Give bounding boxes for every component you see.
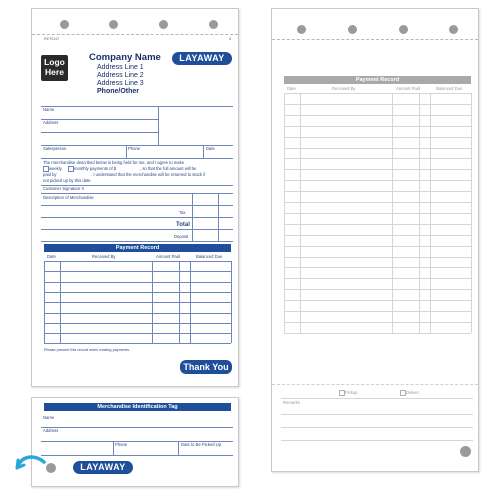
payment-record-header [44,244,231,252]
grid-row-rule [284,148,471,149]
date-label: Date [206,146,215,151]
rule [41,193,233,194]
grid-row-rule [284,93,471,94]
tag-title: Merchandise Identification Tag [97,404,178,410]
deliver-label: Deliver [406,390,420,395]
col-date: Date [47,254,56,259]
rule [41,158,233,159]
grid-column-rule [419,93,420,333]
layaway-form-front [31,8,239,387]
address-label: Address [43,120,59,125]
description-label: Description of Merchandise [43,195,94,200]
back-col-amount-paid: Amount Paid [396,86,420,91]
grid-row-rule [44,302,231,303]
grid-column-rule [60,261,61,343]
grid-column-rule [44,261,45,343]
tag-phone-label: Phone [115,442,128,447]
grid-row-rule [44,292,231,293]
grid-row-rule [44,261,231,262]
address-line: Address Line 3 [97,80,144,87]
grid-row-rule [284,191,471,192]
rule [41,241,233,242]
grid-row-rule [284,300,471,301]
tax-label: Tax [179,210,186,215]
layaway-form-back [271,8,479,472]
grid-row-rule [284,267,471,268]
grid-column-rule [284,93,285,333]
grid-row-rule [284,322,471,323]
back-payment-record-title: Payment Record [355,77,400,83]
agreement-line-2: , so that the full amount will be [140,166,197,171]
back-tag-hole [460,446,471,457]
col-balanced-due: Balanced Due [196,254,223,259]
tag-pickup-label: Date to Be Picked Up [181,442,222,447]
grid-row-rule [284,333,471,334]
grid-row-rule [284,246,471,247]
monthly-label: monthly payments of $ [74,166,117,171]
grid-row-rule [284,278,471,279]
grid-column-rule [190,261,191,343]
logo-text: Logo Here [44,57,65,77]
punch-hole [209,20,218,29]
phone-label: Phone [128,146,141,151]
agreement-line-3a: paid by [43,172,57,177]
grid-row-rule [284,104,471,105]
rule [281,427,473,428]
rule [281,398,473,399]
back-col-received-by: Received By [332,86,356,91]
address-line: Address Line 1 [97,64,144,71]
rule [158,106,159,145]
name-label: Name [43,107,55,112]
weekly-label: weekly [49,166,62,171]
form-code: RET0147 [44,37,60,41]
grid-row-rule [44,333,231,334]
merchandise-tag [31,397,239,487]
rule [281,414,473,415]
company-name: Company Name [89,52,161,63]
corner-mark: ß [229,37,232,41]
tag-layaway-badge: LAYAWAY [73,461,133,474]
rule [41,217,233,218]
punch-hole [159,20,168,29]
grid-row-rule [44,323,231,324]
salesperson-label: Salesperson [43,146,67,151]
perforation [32,34,238,35]
grid-row-rule [44,282,231,283]
grid-row-rule [44,313,231,314]
remarks-label: Remarks [283,400,300,405]
back-payment-record-header [284,76,471,84]
rule [41,455,233,456]
grid-row-rule [44,271,231,272]
payment-note: Please present this record when making payments. [44,348,131,352]
rule [41,119,158,120]
grid-row-rule [284,224,471,225]
rule [281,440,473,441]
deposit-label: Deposit [174,234,189,239]
grid-row-rule [284,115,471,116]
signature-label: Customer Signature X [43,186,85,191]
grid-row-rule [284,235,471,236]
back-col-balanced-due: Balanced Due [436,86,463,91]
tag-address-label: Address [43,428,59,433]
rule [41,427,233,428]
thank-you-badge: Thank You [180,360,232,374]
rule [41,132,158,133]
back-col-date: Date [287,86,296,91]
grid-column-rule [392,93,393,333]
grid-row-rule [284,311,471,312]
grid-row-rule [284,169,471,170]
rule [41,229,233,230]
grid-row-rule [284,202,471,203]
rule [41,106,233,107]
rule [178,441,179,455]
tag-header [44,403,231,411]
grid-row-rule [284,180,471,181]
grid-column-rule [231,261,232,343]
payment-record-title: Payment Record [115,245,160,251]
tag-string-icon [14,452,48,478]
grid-row-rule [284,213,471,214]
punch-hole [297,25,306,34]
logo-placeholder [41,55,68,81]
rule [41,205,233,206]
grid-row-rule [284,137,471,138]
punch-hole [109,20,118,29]
grid-column-rule [471,93,472,333]
col-amount-paid: Amount Paid [156,254,180,259]
grid-row-rule [284,289,471,290]
perforation [272,384,478,385]
agreement-line-1: The merchandise described below is being held for me, and I agree to make [43,160,185,165]
layaway-badge: LAYAWAY [172,52,232,65]
grid-row-rule [44,343,231,344]
col-received-by: Received By [92,254,116,259]
pickup-label: Pickup [345,390,358,395]
grid-row-rule [284,158,471,159]
tag-name-label: Name [43,415,55,420]
rule [113,441,114,455]
address-line: Address Line 2 [97,72,144,79]
grid-column-rule [300,93,301,333]
grid-row-rule [284,257,471,258]
grid-column-rule [152,261,153,343]
agreement-line-4: not picked up by this date. [43,178,92,183]
grid-column-rule [430,93,431,333]
grid-column-rule [179,261,180,343]
agreement-line-3b: . I understand that the merchandise will be returned to stock if [91,172,206,177]
punch-hole [399,25,408,34]
punch-hole [449,25,458,34]
rule [203,145,204,158]
total-label: Total [176,222,190,228]
punch-hole [60,20,69,29]
perforation [272,39,478,40]
rule [126,145,127,158]
grid-row-rule [284,126,471,127]
phone-other: Phone/Other [97,88,140,95]
punch-hole [348,25,357,34]
